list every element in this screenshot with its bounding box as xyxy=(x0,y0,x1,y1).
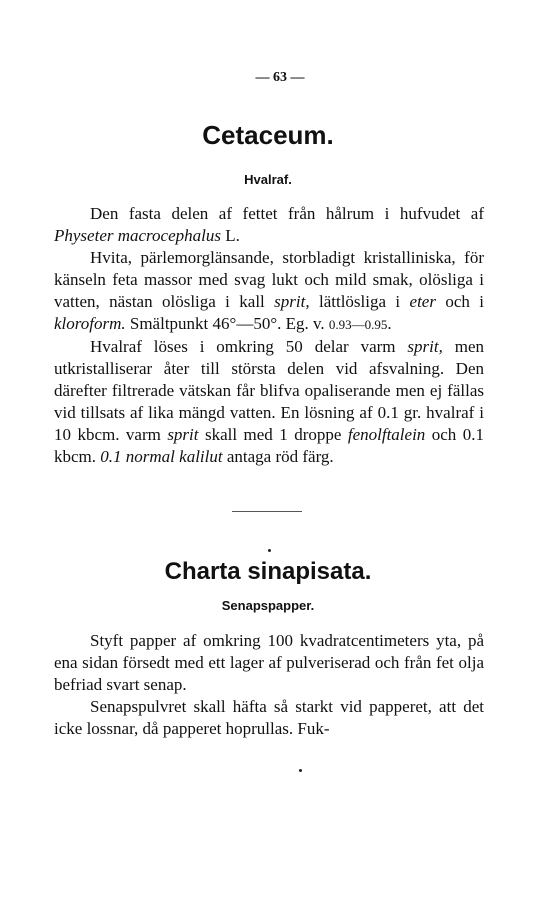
paragraph: Styft papper af omkring 100 kvadratcentimeters yta, på ena sidan försedt med ett lager af pulveriserad och från fet olja befriad svart senap. xyxy=(54,631,484,694)
section-body-charta xyxy=(54,630,484,740)
section-title-cetaceum: Cetaceum. xyxy=(202,120,334,150)
section-body-cetaceum xyxy=(54,203,484,468)
print-speck xyxy=(268,549,271,552)
page-number: — 63 — xyxy=(255,70,305,85)
print-speck xyxy=(299,769,302,772)
section-subtitle-hvalraf: Hvalraf. xyxy=(244,172,292,187)
paragraph: Senapspulvret skall häfta så starkt vid papperet, att det icke lossnar, då papperet hoprullas. Fuk- xyxy=(54,697,484,738)
section-divider xyxy=(232,511,302,512)
paragraph: Hvita, pärlemorglänsande, storbladigt kristalliniska, för känseln feta massor med svag lukt och mild smak, olösliga i vatten, nästan olösliga i kall sprit, lättlösliga i eter och i kloroform. Smältpunkt 46°—50°. Eg. v. 0.93—0.95. xyxy=(54,248,484,333)
paragraph: Hvalraf löses i omkring 50 delar varm sprit, men utkristalliserar åter till största delen vid afsvalning. Den därefter filtrerade vätskan får blifva opaliserande men ej fällas vid tillsats af lika mängd vatten. En lösning af 0.1 gr. hvalraf i 10 kbcm. varm sprit skall med 1 droppe fenolftalein och 0.1 kbcm. 0.1 normal kalilut antaga röd färg. xyxy=(54,337,484,466)
paragraph: Den fasta delen af fettet från hålrum i hufvudet af Physeter macrocephalus L. xyxy=(54,204,484,245)
section-subtitle-senapspapper: Senapspapper. xyxy=(221,598,315,613)
section-title-charta-sinapisata: Charta sinapisata. xyxy=(164,558,372,585)
